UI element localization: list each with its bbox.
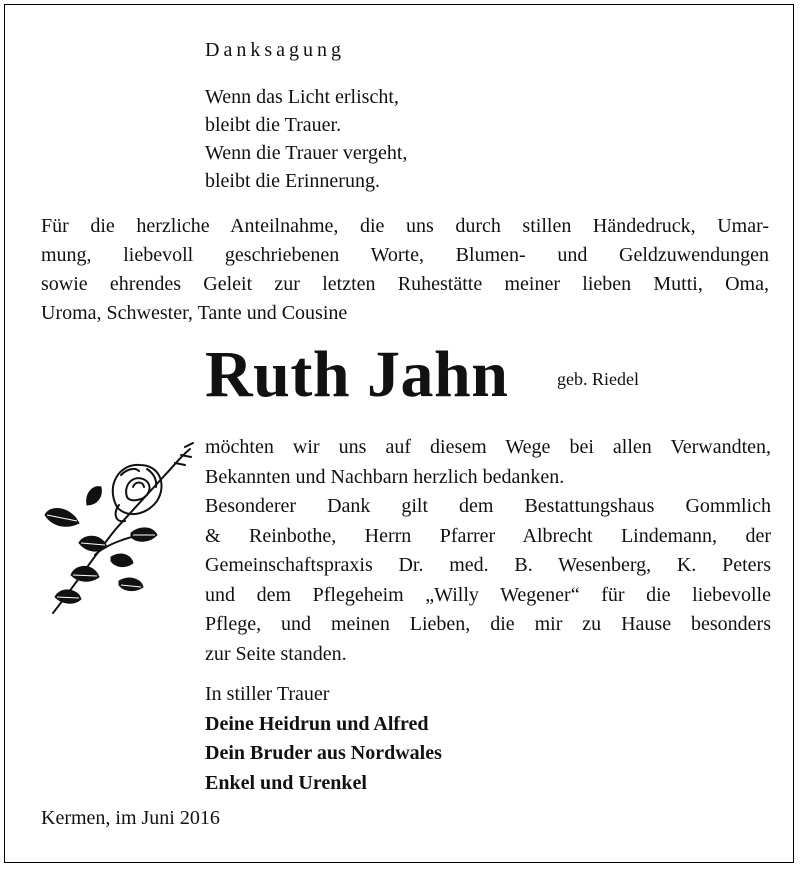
poem-line: Wenn das Licht erlischt, [205,86,399,108]
thanks-line: Bekannten und Nachbarn herzlich bedanken. [205,465,565,488]
poem-line: bleibt die Trauer. [205,114,342,136]
deceased-name: Ruth Jahn [205,338,509,411]
intro-line: mung, liebevoll geschriebenen Worte, Blumen- und Geldzuwendungen [41,244,769,266]
poem [205,83,407,195]
thanks-line: & Reinbothe, Herrn Pfarrer Albrecht Lindemann, der [205,524,771,547]
signature-line: Deine Heidrun und Alfred [205,712,429,735]
rose-icon [35,435,200,625]
intro-line: Für die herzliche Anteilnahme, die uns durch stillen Händedruck, Umar- [41,215,769,237]
thanks-line: zur Seite standen. [205,642,347,665]
heading: Danksagung [205,39,345,61]
intro-line: sowie ehrendes Geleit zur letzten Ruhestätte meiner lieben Mutti, Oma, [41,273,769,295]
poem-line: bleibt die Erinnerung. [205,170,380,192]
thanks-line: und dem Pflegeheim „Willy Wegener“ für die liebevolle [205,583,771,606]
maiden-name: geb. Riedel [557,369,639,389]
signature-block [205,680,442,798]
place-date: Kermen, im Juni 2016 [41,807,220,829]
intro-line: Uroma, Schwester, Tante und Cousine [41,302,348,324]
thanks-line: Pflege, und meinen Lieben, die mir zu Hause besonders [205,613,771,635]
thanks-line: Gemeinschaftspraxis Dr. med. B. Wesenberg, K. Peters [205,554,771,576]
signature-line: Enkel und Urenkel [205,771,367,794]
poem-line: Wenn die Trauer vergeht, [205,142,408,164]
obituary-frame [4,4,794,863]
intro-paragraph [41,212,769,328]
signature-intro: In stiller Trauer [205,683,330,705]
signature-line: Dein Bruder aus Nordwales [205,742,442,764]
thanks-paragraph [205,433,771,669]
thanks-line: Besonderer Dank gilt dem Bestattungshaus Gommlich [205,495,771,517]
thanks-line: möchten wir uns auf diesem Wege bei allen Verwandten, [205,436,771,458]
